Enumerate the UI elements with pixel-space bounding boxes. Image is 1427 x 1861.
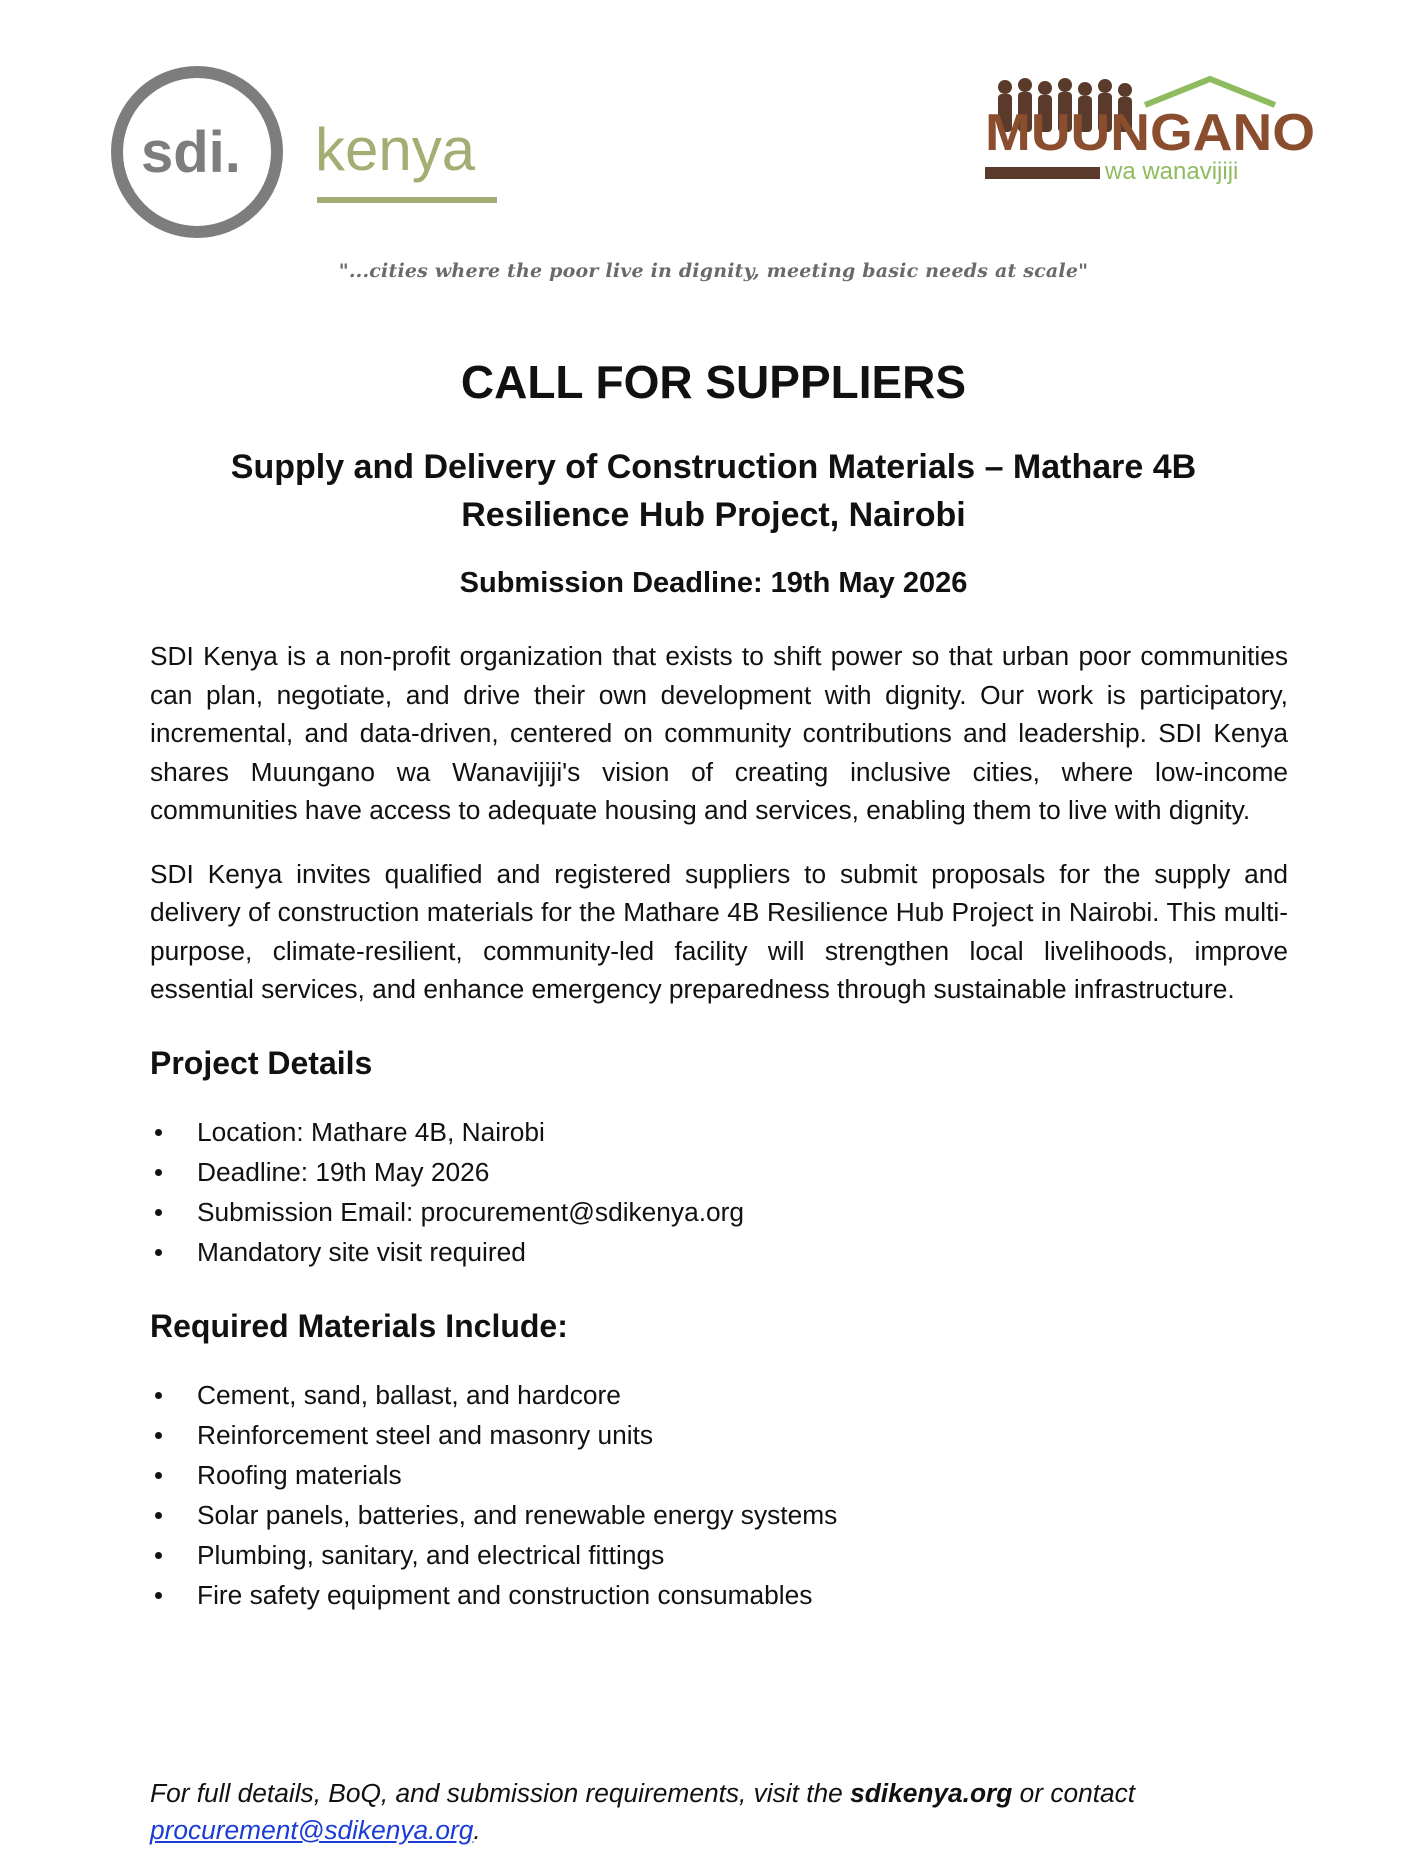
- footer-site-link[interactable]: sdikenya.org: [850, 1778, 1013, 1808]
- list-item: [150, 1192, 1288, 1232]
- bullet-icon: [155, 1472, 162, 1479]
- list-item: [150, 1455, 1288, 1495]
- project-details-heading: Project Details: [150, 1044, 373, 1081]
- logo-bar: [985, 167, 1100, 179]
- submission-deadline-heading: Submission Deadline: 19th May 2026: [459, 567, 968, 599]
- logo-sdi-mark: sdi.: [141, 120, 241, 185]
- list-item-text: Cement, sand, ballast, and hardcore: [197, 1379, 621, 1410]
- project-details-list: [150, 1112, 1288, 1272]
- bullet-icon: [155, 1432, 162, 1439]
- body-content: [150, 637, 1288, 1615]
- page-title: CALL FOR SUPPLIERS: [460, 356, 967, 408]
- bullet-icon: [155, 1129, 162, 1136]
- list-item-text: Submission Email: procurement@sdikenya.org: [197, 1196, 745, 1227]
- footer-text-middle: or contact: [1012, 1778, 1136, 1808]
- intro-paragraph: SDI Kenya is a non-profit organization that exists to shift power so that urban poor communities can plan, negotiate, and drive their own development with dignity. Our work is participatory, incremental, and data-driven, centered on community contributions and leadership. SDI Kenya shares Muungano wa Wanavijiji's vision of creating inclusive cities, where low-income communities have access to adequate housing and services, enabling them to live with dignity.: [150, 641, 1288, 825]
- footer-email-link[interactable]: procurement@sdikenya.org: [150, 1815, 474, 1845]
- list-item: [150, 1112, 1288, 1152]
- bullet-icon: [155, 1392, 162, 1399]
- list-item: [150, 1375, 1288, 1415]
- list-item-text: Plumbing, sanitary, and electrical fittings: [197, 1539, 665, 1570]
- list-item-text: Roofing materials: [197, 1459, 402, 1490]
- list-item: [150, 1415, 1288, 1455]
- bullet-icon: [155, 1592, 162, 1599]
- bullet-icon: [155, 1209, 162, 1216]
- list-item: [150, 1152, 1288, 1192]
- bullet-icon: [155, 1552, 162, 1559]
- list-item: [150, 1575, 1288, 1615]
- list-item-text: Reinforcement steel and masonry units: [197, 1419, 654, 1450]
- invitation-paragraph: SDI Kenya invites qualified and registered suppliers to submit proposals for the supply and delivery of construction materials for the Mathare 4B Resilience Hub Project in Nairobi. This multi-purpose, climate-resilient, community-led facility will strengthen local livelihoods, improve essential services, and enhance emergency preparedness through sustainable infrastructure.: [150, 858, 1288, 1004]
- tagline: "...cities where the poor live in dignity, meeting basic needs at scale": [338, 260, 1089, 282]
- list-item: [150, 1232, 1288, 1272]
- page-subtitle: Supply and Delivery of Construction Materials – Mathare 4B Resilience Hub Project, Nairobi: [230, 448, 1197, 534]
- required-materials-heading: Required Materials Include:: [150, 1307, 568, 1344]
- logo-kenya-word: kenya: [315, 116, 476, 183]
- list-item-text: Solar panels, batteries, and renewable energy systems: [197, 1499, 838, 1530]
- footer-text-before: For full details, BoQ, and submission requirements, visit the: [150, 1778, 851, 1808]
- list-item-text: Location: Mathare 4B, Nairobi: [197, 1116, 545, 1147]
- logo-wanavijiji-word: wa wanavijiji: [1105, 158, 1239, 185]
- logo-roof: [1145, 79, 1275, 105]
- bullet-icon: [155, 1169, 162, 1176]
- list-item-text: Mandatory site visit required: [197, 1236, 526, 1267]
- list-item: [150, 1535, 1288, 1575]
- muungano-logo: [985, 75, 1325, 195]
- list-item-text: Fire safety equipment and construction consumables: [197, 1579, 813, 1610]
- list-item: [150, 1495, 1288, 1535]
- list-item-text: Deadline: 19th May 2026: [197, 1156, 490, 1187]
- logo-muungano-word: MUUNGANO: [985, 104, 1315, 162]
- sdi-kenya-logo: [105, 62, 505, 242]
- bullet-icon: [155, 1512, 162, 1519]
- bullet-icon: [155, 1249, 162, 1256]
- footer-text-after: .: [473, 1815, 481, 1845]
- footer-note: [150, 1775, 1288, 1849]
- required-materials-list: [150, 1375, 1288, 1615]
